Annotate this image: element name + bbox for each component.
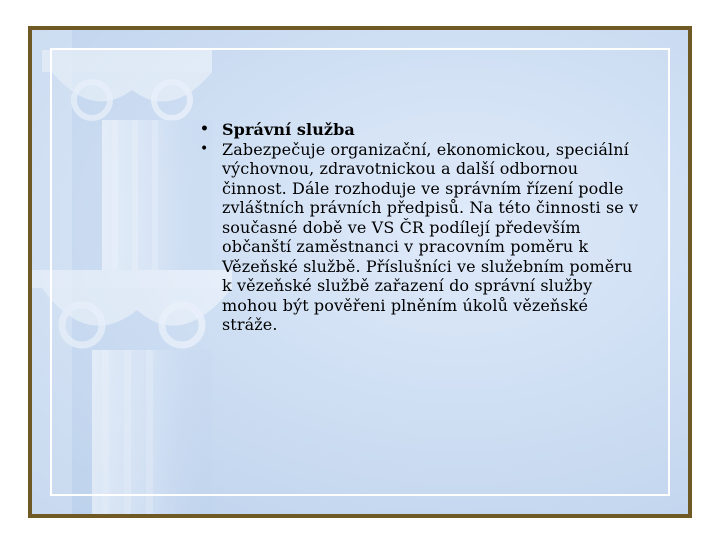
slide-content xyxy=(194,120,646,335)
bullet-text-title: Správní služba xyxy=(222,120,355,139)
bullet-list xyxy=(194,120,646,335)
bullet-item-title xyxy=(194,120,646,140)
bullet-text-body: Zabezpečuje organizační, ekonomickou, speciální výchovnou, zdravotnickou a další odbornou činnost. Dále rozhoduje ve správním řízení podle zvláštních právních předpisů. Na této činnosti se v současné době ve VS ČR podílejí především občanští zaměstnanci v pracovním poměru k Vězeňské službě. Příslušníci ve služebním poměru k vězeňské službě zařazení do správní služby mohou být pověřeni plněním úkolů vězeňské stráže. xyxy=(222,139,639,334)
bullet-dot-icon: • xyxy=(200,140,209,157)
bullet-dot-icon: • xyxy=(200,121,210,137)
bullet-item-body xyxy=(194,140,646,335)
